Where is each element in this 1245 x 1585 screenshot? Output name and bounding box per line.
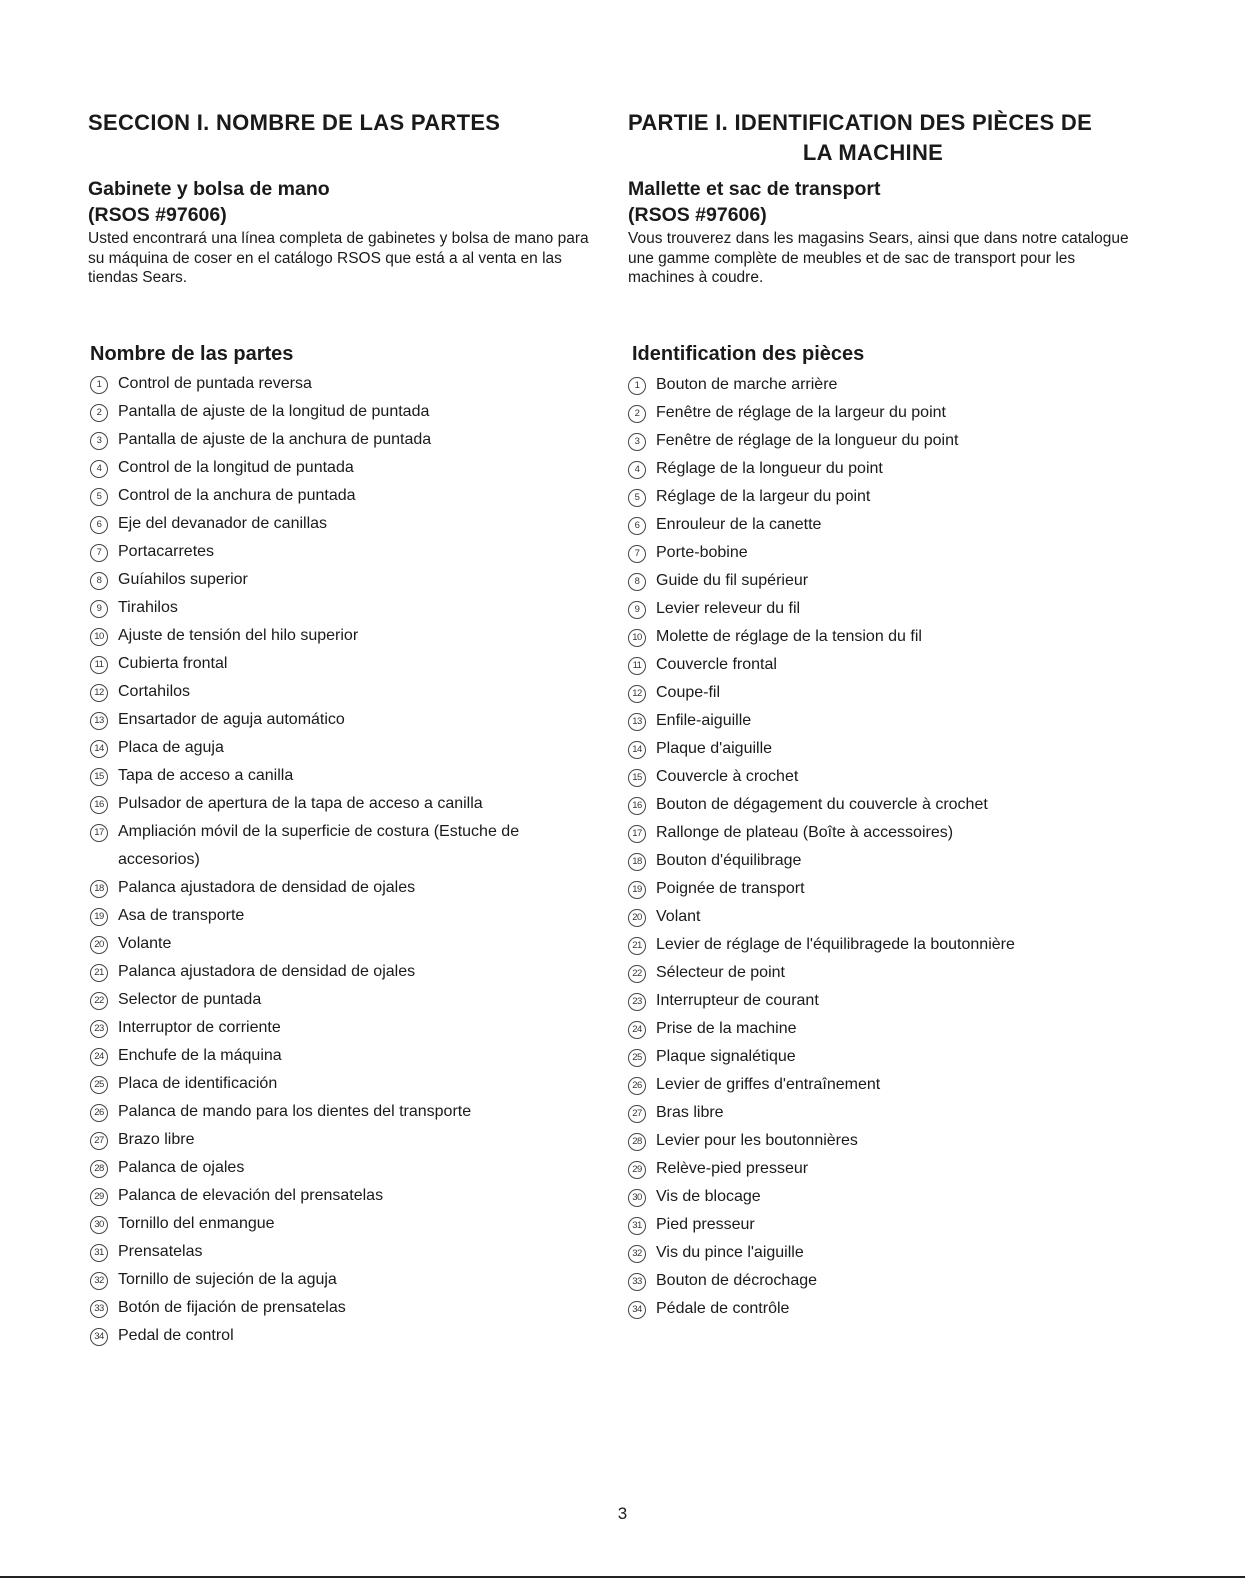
- circled-number-icon: 10: [628, 629, 646, 647]
- circled-number-icon: 31: [90, 1244, 108, 1262]
- part-name: Couvercle frontal: [656, 656, 777, 673]
- part-name: Placa de aguja: [118, 739, 224, 756]
- circled-number-icon: 9: [628, 601, 646, 619]
- list-item: [90, 930, 610, 958]
- list-item: [628, 735, 1138, 763]
- circled-number-icon: 2: [90, 404, 108, 422]
- circled-number-icon: 29: [628, 1161, 646, 1179]
- circled-number-icon: 32: [628, 1245, 646, 1263]
- list-item: [628, 1155, 1138, 1183]
- circled-number-icon: 7: [90, 544, 108, 562]
- circled-number-icon: 20: [90, 936, 108, 954]
- circled-number-icon: 16: [90, 796, 108, 814]
- part-name: Levier de réglage de l'équilibragede la boutonnière: [656, 936, 1015, 953]
- part-name: Coupe-fil: [656, 684, 721, 701]
- circled-number-icon: 18: [90, 880, 108, 898]
- part-name: Cubierta frontal: [118, 655, 228, 672]
- list-item: [628, 1295, 1138, 1323]
- circled-number-icon: 32: [90, 1272, 108, 1290]
- list-item: [90, 538, 610, 566]
- part-name: Portacarretes: [118, 543, 215, 560]
- circled-number-icon: 4: [90, 460, 108, 478]
- part-name: Selector de puntada: [118, 991, 262, 1008]
- part-name: Botón de fijación de prensatelas: [118, 1299, 346, 1316]
- list-item: [628, 1239, 1138, 1267]
- spanish-subtitle: [88, 176, 608, 228]
- list-item: [628, 567, 1138, 595]
- circled-number-icon: 19: [628, 881, 646, 899]
- circled-number-icon: 20: [628, 909, 646, 927]
- circled-number-icon: 23: [90, 1020, 108, 1038]
- circled-number-icon: 14: [90, 740, 108, 758]
- part-name: Palanca de elevación del prensatelas: [118, 1187, 384, 1204]
- part-name: Bouton de décrochage: [656, 1272, 818, 1289]
- circled-number-icon: 27: [628, 1105, 646, 1123]
- part-name: Relève-pied presseur: [656, 1160, 809, 1177]
- list-item: [90, 594, 610, 622]
- circled-number-icon: 8: [90, 572, 108, 590]
- list-item: [90, 986, 610, 1014]
- circled-number-icon: 6: [90, 516, 108, 534]
- part-name: Control de la longitud de puntada: [118, 459, 354, 476]
- part-name: Ensartador de aguja automático: [118, 711, 345, 728]
- circled-number-icon: 6: [628, 517, 646, 535]
- circled-number-icon: 12: [628, 685, 646, 703]
- list-item: [90, 1182, 610, 1210]
- circled-number-icon: 3: [628, 433, 646, 451]
- circled-number-icon: 12: [90, 684, 108, 702]
- part-name: Brazo libre: [118, 1131, 195, 1148]
- list-item: [90, 958, 610, 986]
- french-subtitle: [628, 176, 1138, 228]
- circled-number-icon: 31: [628, 1217, 646, 1235]
- french-section-title-line2: LA MACHINE: [802, 140, 944, 165]
- circled-number-icon: 21: [90, 964, 108, 982]
- circled-number-icon: 1: [628, 377, 646, 395]
- list-item: [90, 762, 610, 790]
- circled-number-icon: 11: [90, 656, 108, 674]
- part-name: Couvercle à crochet: [656, 768, 799, 785]
- part-name: Bouton d'équilibrage: [656, 852, 802, 869]
- list-item: [90, 1042, 610, 1070]
- part-name: Plaque d'aiguille: [656, 740, 773, 757]
- part-name: Palanca de mando para los dientes del transporte: [118, 1103, 472, 1120]
- list-item: [628, 1099, 1138, 1127]
- part-name: Palanca ajustadora de densidad de ojales: [118, 879, 416, 896]
- part-name: Placa de identificación: [118, 1075, 278, 1092]
- part-name: Prensatelas: [118, 1243, 203, 1260]
- part-name: Ajuste de tensión del hilo superior: [118, 627, 359, 644]
- circled-number-icon: 10: [90, 628, 108, 646]
- list-item: [628, 371, 1138, 399]
- part-name: Tirahilos: [118, 599, 178, 616]
- french-parts-list: [628, 371, 1138, 1323]
- list-item: [90, 398, 610, 426]
- circled-number-icon: 23: [628, 993, 646, 1011]
- part-name: Control de la anchura de puntada: [118, 487, 356, 504]
- circled-number-icon: 28: [628, 1133, 646, 1151]
- list-item: [90, 1322, 610, 1350]
- part-name: Asa de transporte: [118, 907, 245, 924]
- list-item: [628, 1211, 1138, 1239]
- circled-number-icon: 30: [628, 1189, 646, 1207]
- circled-number-icon: 13: [90, 712, 108, 730]
- circled-number-icon: 25: [90, 1076, 108, 1094]
- list-item: [90, 622, 610, 650]
- circled-number-icon: 21: [628, 937, 646, 955]
- list-item: [90, 818, 610, 874]
- list-item: [628, 1043, 1138, 1071]
- list-item: [90, 790, 610, 818]
- part-name: Prise de la machine: [656, 1020, 797, 1037]
- circled-number-icon: 8: [628, 573, 646, 591]
- list-item: [90, 1238, 610, 1266]
- list-item: [628, 1071, 1138, 1099]
- part-name: Cortahilos: [118, 683, 191, 700]
- list-item: [628, 903, 1138, 931]
- part-name: Ampliación móvil de la superficie de costura (Estuche de: [118, 823, 520, 840]
- part-name: Plaque signalétique: [656, 1048, 796, 1065]
- circled-number-icon: 33: [90, 1300, 108, 1318]
- circled-number-icon: 34: [628, 1301, 646, 1319]
- part-name: Palanca ajustadora de densidad de ojales: [118, 963, 416, 980]
- circled-number-icon: 3: [90, 432, 108, 450]
- part-name: Réglage de la largeur du point: [656, 488, 871, 505]
- list-item: [628, 763, 1138, 791]
- list-item: [628, 483, 1138, 511]
- circled-number-icon: 4: [628, 461, 646, 479]
- circled-number-icon: 7: [628, 545, 646, 563]
- circled-number-icon: 22: [628, 965, 646, 983]
- circled-number-icon: 19: [90, 908, 108, 926]
- part-name: Interrupteur de courant: [656, 992, 819, 1009]
- list-item: [90, 510, 610, 538]
- list-item: [628, 623, 1138, 651]
- spanish-intro: Usted encontrará una línea completa de gabinetes y bolsa de mano para su máquina de coser en el catálogo RSOS que está a al venta en las tiendas Sears.: [88, 230, 589, 286]
- circled-number-icon: 18: [628, 853, 646, 871]
- list-item: [628, 511, 1138, 539]
- circled-number-icon: 16: [628, 797, 646, 815]
- part-name: Vis du pince l'aiguille: [656, 1244, 804, 1261]
- list-item: [628, 1127, 1138, 1155]
- list-item: [628, 679, 1138, 707]
- part-name: Pantalla de ajuste de la anchura de puntada: [118, 431, 432, 448]
- part-name: Guíahilos superior: [118, 571, 248, 588]
- list-item: [628, 959, 1138, 987]
- french-section-title: [628, 108, 1138, 168]
- part-name: Fenêtre de réglage de la largeur du point: [656, 404, 946, 421]
- list-item: [90, 650, 610, 678]
- part-name: Porte-bobine: [656, 544, 748, 561]
- circled-number-icon: 27: [90, 1132, 108, 1150]
- circled-number-icon: 25: [628, 1049, 646, 1067]
- part-name: Enrouleur de la canette: [656, 516, 822, 533]
- part-name: Volant: [656, 908, 701, 925]
- part-name: Tornillo de sujeción de la aguja: [118, 1271, 337, 1288]
- french-section-title-line1: PARTIE I. IDENTIFICATION DES PIÈCES DE: [628, 110, 1093, 135]
- part-name: Vis de blocage: [656, 1188, 761, 1205]
- circled-number-icon: 11: [628, 657, 646, 675]
- list-item: [628, 987, 1138, 1015]
- circled-number-icon: 5: [628, 489, 646, 507]
- part-name: Pantalla de ajuste de la longitud de puntada: [118, 403, 430, 420]
- list-item: [90, 426, 610, 454]
- part-name: Fenêtre de réglage de la longueur du point: [656, 432, 959, 449]
- spanish-subtitle-line2: (RSOS #97606): [88, 204, 227, 226]
- list-item: [628, 1015, 1138, 1043]
- french-subtitle-line1: Mallette et sac de transport: [628, 178, 881, 200]
- part-name: Poignée de transport: [656, 880, 805, 897]
- part-name: Volante: [118, 935, 172, 952]
- list-item: [628, 707, 1138, 735]
- list-item: [90, 1266, 610, 1294]
- part-name: Eje del devanador de canillas: [118, 515, 328, 532]
- circled-number-icon: 17: [628, 825, 646, 843]
- circled-number-icon: 24: [90, 1048, 108, 1066]
- part-name: Levier de griffes d'entraînement: [656, 1076, 881, 1093]
- circled-number-icon: 26: [628, 1077, 646, 1095]
- list-item: [628, 651, 1138, 679]
- part-name: Guide du fil supérieur: [656, 572, 809, 589]
- list-item: [628, 455, 1138, 483]
- list-item: [628, 791, 1138, 819]
- page-number: 3: [617, 1504, 628, 1523]
- part-name: Levier pour les boutonnières: [656, 1132, 858, 1149]
- part-name: Tapa de acceso a canilla: [118, 767, 294, 784]
- part-name: Levier releveur du fil: [656, 600, 801, 617]
- part-name: Sélecteur de point: [656, 964, 785, 981]
- list-item: [90, 566, 610, 594]
- circled-number-icon: 13: [628, 713, 646, 731]
- spanish-section-title: SECCION I. NOMBRE DE LAS PARTES: [88, 110, 501, 135]
- part-name: Pulsador de apertura de la tapa de acceso a canilla: [118, 795, 483, 812]
- list-item: [90, 1210, 610, 1238]
- circled-number-icon: 1: [90, 376, 108, 394]
- circled-number-icon: 17: [90, 824, 108, 842]
- part-name: Bouton de marche arrière: [656, 376, 838, 393]
- bottom-rule: [0, 1576, 1245, 1578]
- part-name: Enchufe de la máquina: [118, 1047, 282, 1064]
- circled-number-icon: 15: [628, 769, 646, 787]
- circled-number-icon: 24: [628, 1021, 646, 1039]
- circled-number-icon: 9: [90, 600, 108, 618]
- list-item: [90, 902, 610, 930]
- list-item: [90, 874, 610, 902]
- circled-number-icon: 33: [628, 1273, 646, 1291]
- part-name: Pédale de contrôle: [656, 1300, 790, 1317]
- list-item: [628, 875, 1138, 903]
- part-name: Interruptor de corriente: [118, 1019, 281, 1036]
- list-item: [90, 1014, 610, 1042]
- list-item: [90, 1070, 610, 1098]
- circled-number-icon: 2: [628, 405, 646, 423]
- list-item: [628, 399, 1138, 427]
- circled-number-icon: 30: [90, 1216, 108, 1234]
- list-item: [628, 427, 1138, 455]
- part-name-continuation: accesorios): [118, 851, 200, 868]
- list-item: [90, 1294, 610, 1322]
- part-name: Tornillo del enmangue: [118, 1215, 275, 1232]
- circled-number-icon: 28: [90, 1160, 108, 1178]
- part-name: Enfile-aiguille: [656, 712, 752, 729]
- french-intro: Vous trouverez dans les magasins Sears, ainsi que dans notre catalogue une gamme complète de meubles et de sac de transport pour les machines à coudre.: [628, 230, 1129, 286]
- list-item: [628, 931, 1138, 959]
- list-item: [628, 847, 1138, 875]
- french-parts-title: Identification des pièces: [632, 343, 865, 365]
- circled-number-icon: 5: [90, 488, 108, 506]
- list-item: [90, 370, 610, 398]
- list-item: [90, 734, 610, 762]
- part-name: Bouton de dégagement du couvercle à crochet: [656, 796, 988, 813]
- list-item: [90, 1126, 610, 1154]
- spanish-subtitle-line1: Gabinete y bolsa de mano: [88, 178, 330, 200]
- list-item: [90, 482, 610, 510]
- french-subtitle-line2: (RSOS #97606): [628, 204, 767, 226]
- list-item: [628, 819, 1138, 847]
- list-item: [628, 595, 1138, 623]
- part-name: Pied presseur: [656, 1216, 755, 1233]
- part-name: Control de puntada reversa: [118, 375, 312, 392]
- circled-number-icon: 26: [90, 1104, 108, 1122]
- circled-number-icon: 34: [90, 1328, 108, 1346]
- part-name: Rallonge de plateau (Boîte à accessoires): [656, 824, 954, 841]
- spanish-parts-title: Nombre de las partes: [90, 343, 294, 365]
- list-item: [90, 1098, 610, 1126]
- list-item: [628, 1267, 1138, 1295]
- list-item: [90, 454, 610, 482]
- circled-number-icon: 14: [628, 741, 646, 759]
- circled-number-icon: 22: [90, 992, 108, 1010]
- part-name: Palanca de ojales: [118, 1159, 245, 1176]
- list-item: [628, 1183, 1138, 1211]
- list-item: [90, 678, 610, 706]
- part-name: Bras libre: [656, 1104, 724, 1121]
- part-name: Réglage de la longueur du point: [656, 460, 883, 477]
- list-item: [90, 1154, 610, 1182]
- list-item: [90, 706, 610, 734]
- circled-number-icon: 29: [90, 1188, 108, 1206]
- circled-number-icon: 15: [90, 768, 108, 786]
- list-item: [628, 539, 1138, 567]
- part-name: Molette de réglage de la tension du fil: [656, 628, 922, 645]
- part-name: Pedal de control: [118, 1327, 234, 1344]
- spanish-parts-list: [90, 370, 610, 1350]
